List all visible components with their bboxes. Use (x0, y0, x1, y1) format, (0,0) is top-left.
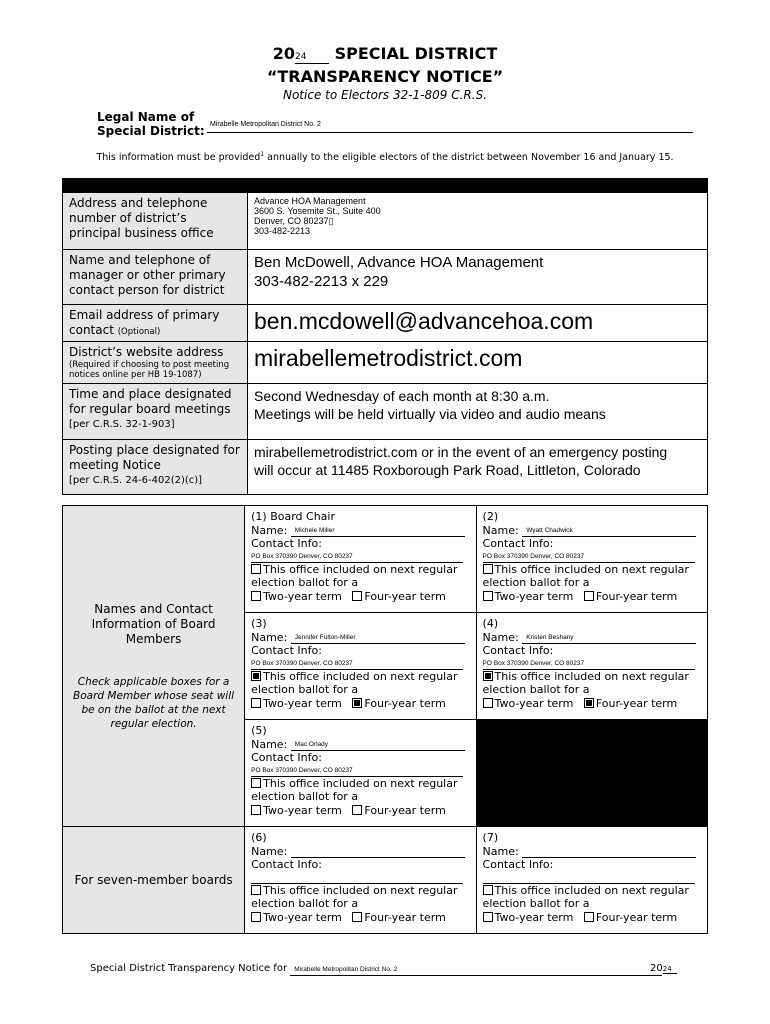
member-name-field[interactable] (522, 846, 696, 858)
term-row: Two-year term Four-year term (483, 590, 701, 604)
term-row: Two-year term Four-year term (483, 911, 701, 925)
member-heading: (6) (251, 831, 267, 844)
address-value[interactable]: Advance HOA Management 3600 S. Yosemite St., Suite 400 Denver, CO 80237▯ 303-482-2213 (248, 193, 708, 250)
manager-label: Name and telephone of manager or other primary contact person for district (63, 250, 248, 305)
title-rest: SPECIAL DISTRICT (334, 44, 498, 63)
member-contact-field[interactable]: PO Box 370390 Denver, CO 80237 (251, 658, 463, 670)
member-heading: (1) Board Chair (251, 510, 335, 523)
ballot-include-row: This office included on next regular (251, 777, 469, 791)
term-row: Two-year term Four-year term (251, 697, 469, 711)
year-prefix: 20 (272, 44, 296, 63)
website-row (63, 342, 708, 384)
ballot-include-row: This office included on next regular (483, 670, 701, 684)
ballot-line2: election ballot for a (251, 790, 359, 803)
included-checkbox[interactable] (251, 885, 261, 895)
member-contact-label: Contact Info: (251, 537, 322, 550)
four-year-checkbox[interactable] (352, 591, 362, 601)
year-field[interactable]: 24 (295, 44, 329, 64)
board-member-4 (476, 613, 707, 720)
included-checkbox[interactable] (483, 564, 493, 574)
four-year-checkbox[interactable] (352, 912, 362, 922)
member-contact-field[interactable]: PO Box 370390 Denver, CO 80237 (483, 658, 695, 670)
member-heading: (7) (482, 831, 499, 844)
address-row (63, 193, 708, 250)
member-name-field[interactable] (291, 846, 465, 858)
blank-black-cell (476, 720, 707, 827)
posting-row (63, 440, 708, 495)
board-member-1 (245, 506, 476, 613)
included-checkbox[interactable] (251, 671, 261, 681)
two-year-checkbox[interactable] (251, 591, 261, 601)
term-row: Two-year term Four-year term (251, 911, 469, 925)
member-contact-label: Contact Info: (482, 858, 554, 871)
four-year-checkbox[interactable] (352, 805, 362, 815)
ballot-include-row: This office included on next regular (483, 563, 701, 577)
header-bar (62, 178, 708, 192)
member-name-row: Name: Wyatt Chadwick (483, 524, 701, 538)
ballot-include-row: This office included on next regular (251, 563, 469, 577)
board-side-label: Names and Contact Information of Board Members Check applicable boxes for a Board Member whose seat will be on the ballot at the next regular election. (63, 506, 245, 827)
two-year-checkbox[interactable] (483, 698, 493, 708)
website-value[interactable]: mirabellemetrodistrict.com (248, 342, 708, 384)
footer: Special District Transparency Notice for Mirabelle Metropolitan District No. 2 (90, 963, 662, 976)
included-checkbox[interactable] (483, 671, 493, 681)
ballot-include-row: This office included on next regular (251, 884, 469, 898)
member-name-field[interactable]: Mac Orlady (291, 739, 465, 751)
manager-row (63, 250, 708, 305)
ballot-line2: election ballot for a (482, 576, 590, 589)
legal-name-label: Legal Name of Special District: (97, 110, 205, 138)
member-name-row: Name: Kristen Beshany (483, 631, 701, 645)
ballot-line2: election ballot for a (251, 897, 359, 910)
board-members-table (62, 505, 708, 934)
provided-notice: This information must be provided$^1$ annually to the eligible electors of the district between November 16 and January 15. (96, 151, 674, 164)
term-row: Two-year term Four-year term (483, 697, 701, 711)
board-member-6 (245, 827, 476, 934)
four-year-checkbox[interactable] (352, 698, 362, 708)
meetings-row (63, 384, 708, 440)
two-year-checkbox[interactable] (251, 805, 261, 815)
footer-district-field[interactable]: Mirabelle Metropolitan District No. 2 (290, 965, 662, 976)
member-contact-label: Contact Info: (251, 858, 322, 871)
member-heading: (2) (482, 510, 499, 523)
form-title (0, 44, 770, 64)
member-name-row: Name: Michele Miller (251, 524, 469, 538)
email-row (63, 305, 708, 342)
meetings-label: Time and place designated for regular board meetings [per C.R.S. 32-1-903] (63, 384, 248, 440)
address-label: Address and telephone number of district’s principal business office (63, 193, 248, 250)
member-name-row: Name: Mac Orlady (251, 738, 469, 752)
ballot-line2: election ballot for a (251, 576, 359, 589)
member-contact-field[interactable] (483, 872, 695, 884)
email-label: Email address of primary contact (Optional) (63, 305, 248, 342)
member-name-field[interactable]: Michele Miller (291, 525, 465, 537)
member-contact-field[interactable]: PO Box 370390 Denver, CO 80237 (251, 551, 463, 563)
member-contact-label: Contact Info: (251, 644, 322, 657)
member-name-row: Name: (483, 845, 701, 859)
member-contact-field[interactable]: PO Box 370390 Denver, CO 80237 (251, 765, 463, 777)
member-heading: (4) (482, 617, 499, 630)
term-row: Two-year term Four-year term (251, 804, 469, 818)
term-row: Two-year term Four-year term (251, 590, 469, 604)
member-heading: (3) (251, 617, 267, 630)
member-name-row: Name: (251, 845, 469, 859)
four-year-checkbox[interactable] (584, 912, 594, 922)
two-year-checkbox[interactable] (251, 912, 261, 922)
included-checkbox[interactable] (483, 885, 493, 895)
two-year-checkbox[interactable] (483, 912, 493, 922)
two-year-checkbox[interactable] (483, 591, 493, 601)
board-member-3 (245, 613, 476, 720)
four-year-checkbox[interactable] (584, 698, 594, 708)
two-year-checkbox[interactable] (251, 698, 261, 708)
ballot-include-row: This office included on next regular (251, 670, 469, 684)
posting-label: Posting place designated for meeting Notice [per C.R.S. 24-6-402(2)(c)] (63, 440, 248, 495)
included-checkbox[interactable] (251, 564, 261, 574)
form-title-line2: “TRANSPARENCY NOTICE” (266, 67, 504, 86)
form-subtitle: Notice to Electors 32-1-809 C.R.S. (282, 88, 488, 102)
district-info-table (62, 192, 708, 495)
posting-value[interactable]: mirabellemetrodistrict.com or in the event of an emergency posting will occur at 11485 Roxborough Park Road, Littleton, Colorado (248, 440, 708, 495)
email-value[interactable]: ben.mcdowell@advancehoa.com (248, 305, 708, 342)
board-member-7 (476, 827, 707, 934)
member-name-field[interactable]: Wyatt Chadwick (522, 525, 696, 537)
member-contact-label: Contact Info: (482, 644, 554, 657)
member-contact-label: Contact Info: (482, 537, 554, 550)
meetings-value[interactable]: Second Wednesday of each month at 8:30 a.m. Meetings will be held virtually via video and audio means (248, 384, 708, 440)
legal-name-field[interactable]: Mirabelle Metropolitan District No. 2 (207, 121, 693, 133)
manager-value[interactable]: Ben McDowell, Advance HOA Management 303-482-2213 x 229 (248, 250, 708, 305)
ballot-include-row: This office included on next regular (483, 884, 701, 898)
board-member-5 (245, 720, 476, 827)
member-name-field[interactable]: Kristen Beshany (522, 632, 696, 644)
footer-year: 2024 (650, 963, 677, 974)
ballot-line2: election ballot for a (251, 683, 359, 696)
ballot-line2: election ballot for a (482, 683, 590, 696)
member-contact-field[interactable] (251, 872, 463, 884)
member-heading: (5) (251, 724, 267, 737)
included-checkbox[interactable] (251, 778, 261, 788)
member-contact-field[interactable]: PO Box 370390 Denver, CO 80237 (483, 551, 695, 563)
seven-member-label: For seven-member boards (63, 827, 245, 934)
member-name-row: Name: Jennifer Fulton-Miller (251, 631, 469, 645)
four-year-checkbox[interactable] (584, 591, 594, 601)
member-contact-label: Contact Info: (251, 751, 322, 764)
website-label: District’s website address (Required if choosing to post meeting notices online per HB 19-1087) (63, 342, 248, 384)
member-name-field[interactable]: Jennifer Fulton-Miller (291, 632, 465, 644)
board-member-2 (476, 506, 707, 613)
ballot-line2: election ballot for a (482, 897, 590, 910)
